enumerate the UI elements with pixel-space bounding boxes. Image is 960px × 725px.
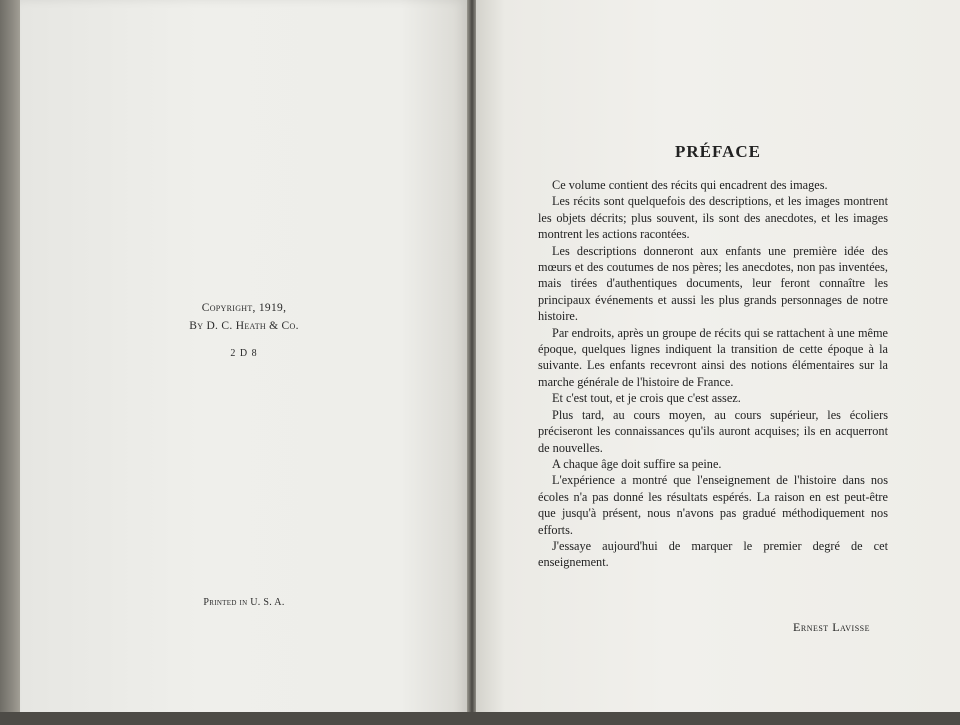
left-page: [20, 0, 468, 725]
paragraph: Ce volume contient des récits qui encadrent des images.: [552, 178, 828, 192]
publisher-line: By D. C. Heath & Co.: [189, 320, 299, 332]
print-code: 2 D 8: [230, 348, 258, 359]
table-surface: [0, 712, 960, 725]
book-cover-edge: [0, 0, 22, 725]
paragraph: J'essaye aujourd'hui de marquer le premier degré de cet enseignement.: [538, 538, 888, 570]
preface-body: [538, 177, 888, 571]
paragraph: A chaque âge doit suffire sa peine.: [552, 456, 722, 471]
author-signature: Ernest Lavisse: [793, 620, 870, 634]
preface-title: PRÉFACE: [674, 142, 761, 161]
paragraph: L'expérience a montré que l'enseignement de l'histoire dans nos écoles n'a pas donné les résultats espérés. La raison en est peut-être que jusqu'à présent, nous n'avons pas gradué méthodiquement nos efforts.: [538, 473, 888, 537]
printed-in-line: Printed in U. S. A.: [203, 597, 285, 608]
paragraph: Plus tard, au cours moyen, au cours supérieur, les écoliers préciseront les connaissances qu'ils auront acquises; ils en acquerront de nouvelles.: [538, 407, 888, 455]
paragraph: Et c'est tout, et je crois que c'est assez.: [552, 391, 741, 406]
paragraph: Les descriptions donneront aux enfants une première idée des mœurs et des coutumes de nos pères; les anecdotes, non pas inventées, mais tirées d'authentiques documents, leur feront connaître les principaux événements et aussi les plus grands personnages de notre histoire.: [538, 243, 888, 324]
copyright-line: Copyright, 1919,: [201, 302, 287, 314]
paragraph: Les récits sont quelquefois des descriptions, et les images montrent les objets décrits; plus souvent, ils sont des anecdotes, et les images montrent les actions racontées.: [538, 194, 888, 242]
paragraph: Par endroits, après un groupe de récits qui se rattachent à une même époque, quelques lignes indiquent la transition de cette époque à la suivante. Les enfants recevront ainsi des notions élémentaires sur la marche générale de l'histoire de France.: [538, 325, 888, 389]
